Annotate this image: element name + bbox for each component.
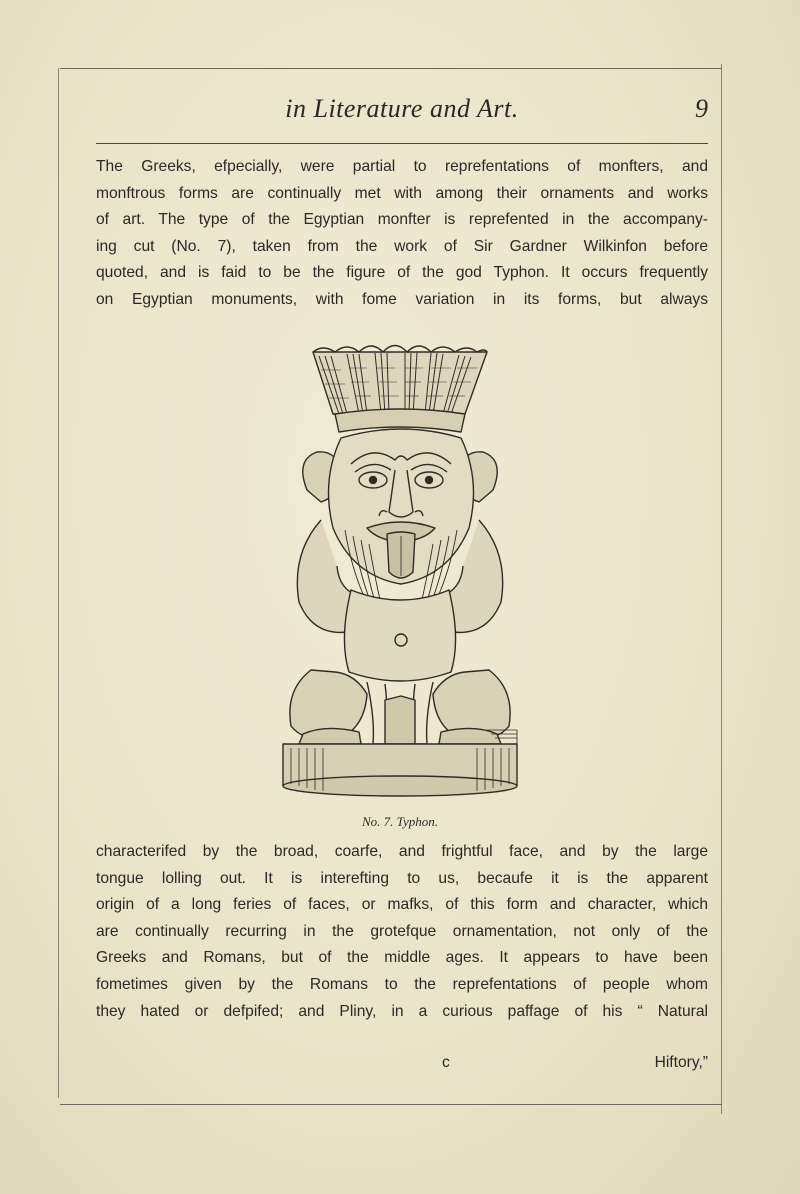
text-line: characterifed by the broad, coarfe, and frightful face, and by the large xyxy=(96,843,708,860)
text-line: origin of a long feries of faces, or mafks, of this form and character, which xyxy=(96,896,708,914)
typhon-figure xyxy=(255,340,545,829)
page-edge-bottom xyxy=(60,1104,722,1105)
text-line: Greeks and Romans, but of the middle ages. It appears to have been xyxy=(96,949,708,967)
running-head xyxy=(96,94,708,130)
running-title: in Literature and Art. xyxy=(285,94,519,123)
text-line: quoted, and is faid to be the figure of the god Typhon. It occurs frequently xyxy=(96,264,708,282)
text-line: tongue lolling out. It is interefting to us, becaufe it is the apparent xyxy=(96,869,708,887)
figure-caption: No. 7. Typhon. xyxy=(362,814,438,829)
page-edge-left xyxy=(58,68,59,1098)
text-line: monftrous forms are continually met with among their ornaments and works xyxy=(96,184,708,202)
catchword: Hiftory,” xyxy=(654,1054,708,1071)
text-line: fometimes given by the Romans to the reprefentations of people whom xyxy=(96,975,708,993)
text-line: ing cut (No. 7), taken from the work of Sir Gardner Wilkinfon before xyxy=(96,237,708,255)
text-line: The Greeks, efpecially, were partial to reprefentations of monfters, and xyxy=(96,158,708,175)
header-rule xyxy=(96,143,708,144)
text-line: they hated or defpifed; and Pliny, in a curious paffage of his “ Natural xyxy=(96,1002,708,1020)
text-line: on Egyptian monuments, with fome variation in its forms, but always xyxy=(96,290,708,308)
page-number: 9 xyxy=(695,94,708,123)
text-line: of art. The type of the Egyptian monfter is reprefented in the accompany- xyxy=(96,211,708,229)
paragraph-top xyxy=(96,154,708,314)
page-edge-top xyxy=(60,68,722,69)
signature-mark: c xyxy=(442,1054,450,1071)
footer-line xyxy=(96,1054,708,1080)
paragraph-bottom xyxy=(96,839,708,1025)
typhon-engraving xyxy=(255,340,545,810)
page-edge-right xyxy=(721,64,722,1114)
text-line: are continually recurring in the grotefque ornamentation, not only of the xyxy=(96,922,708,940)
